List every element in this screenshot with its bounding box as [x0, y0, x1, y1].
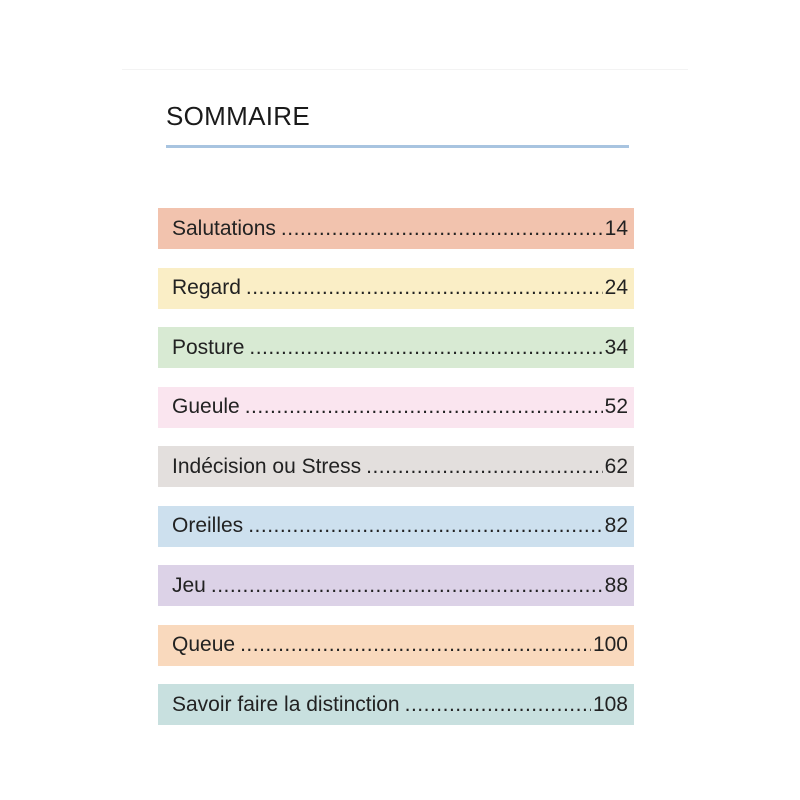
toc-entry-page: 14 — [604, 216, 628, 240]
page-title: SOMMAIRE — [166, 101, 310, 131]
toc-entry-queue[interactable] — [158, 625, 634, 666]
title-underline — [166, 145, 629, 148]
toc-entry-page: 52 — [604, 395, 628, 418]
table-of-contents — [158, 208, 634, 744]
dot-leader — [281, 217, 603, 241]
toc-entry-label: Savoir faire la distinction — [172, 692, 400, 716]
toc-entry-label: Posture — [172, 335, 245, 359]
toc-entry-jeu[interactable] — [158, 565, 634, 606]
toc-entry-page: 108 — [592, 692, 628, 716]
toc-entry-page: 82 — [604, 514, 628, 537]
toc-entry-oreilles[interactable] — [158, 506, 634, 547]
dot-leader — [245, 395, 603, 419]
toc-entry-page: 88 — [604, 573, 628, 597]
toc-entry-page: 34 — [604, 335, 628, 359]
toc-entry-indecision-stress[interactable] — [158, 446, 634, 487]
toc-entry-label: Indécision ou Stress — [172, 454, 362, 478]
toc-entry-page: 24 — [604, 276, 628, 299]
dot-leader — [211, 574, 603, 598]
toc-entry-gueule[interactable] — [158, 387, 634, 428]
toc-entry-label: Regard — [172, 276, 241, 299]
toc-entry-savoir-faire[interactable] — [158, 684, 634, 725]
toc-entry-label: Queue — [172, 633, 236, 656]
toc-entry-page: 62 — [604, 454, 628, 478]
toc-entry-regard[interactable] — [158, 268, 634, 309]
dot-leader — [249, 336, 602, 360]
dot-leader — [240, 633, 591, 657]
dot-leader — [246, 276, 603, 300]
toc-entry-posture[interactable] — [158, 327, 634, 368]
dot-leader — [366, 455, 603, 479]
dot-leader — [405, 693, 591, 717]
toc-entry-label: Jeu — [172, 573, 206, 597]
toc-entry-salutations[interactable] — [158, 208, 634, 249]
toc-entry-label: Gueule — [172, 395, 240, 418]
toc-entry-label: Salutations — [172, 216, 276, 240]
toc-entry-page: 100 — [592, 633, 628, 656]
toc-entry-label: Oreilles — [172, 514, 244, 537]
dot-leader — [248, 514, 602, 538]
